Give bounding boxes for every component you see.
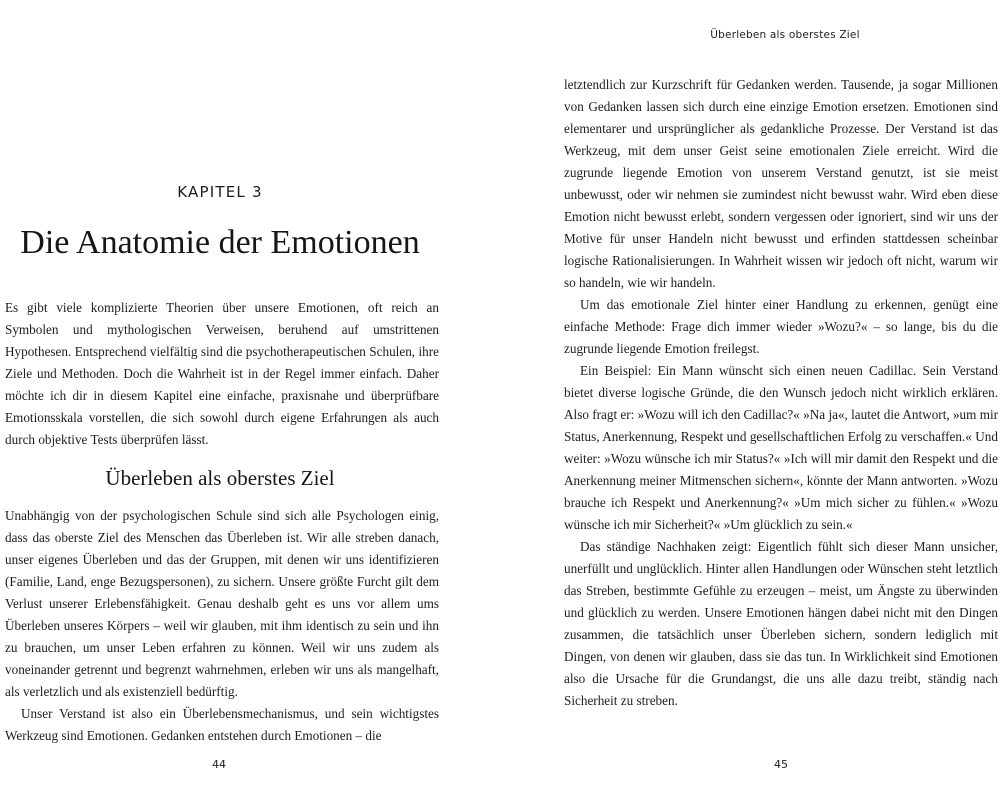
chapter-intro	[5, 297, 439, 451]
intro-paragraph: Es gibt viele komplizierte Theorien über unsere Emotionen, oft reich an Symbolen und mythologischen Verweisen, beruhend auf umstrittenen Hypothesen. Entsprechend vielfältig sind die psychotherapeutischen Schulen, ihre Ziele und Methoden. Doch die Wahrheit ist in der Regel immer einfach. Daher möchte ich dir in diesem Kapitel eine einfache, praxisnahe und überprüfbare Emotionsskala vorstellen, die sich sowohl durch eigene Erfahrungen als auch durch objektive Tests überprüfen lässt.	[5, 300, 439, 447]
right-paragraph-4: Das ständige Nachhaken zeigt: Eigentlich fühlt sich dieser Mann unsicher, unerfüllt und unglücklich. Hinter allen Handlungen oder Wünschen steht letztlich das Streben, bestimmte Gefühle zu erzeugen – meist, um Ängste zu überwinden und glücklich zu werden. Unsere Emotionen hängen dabei nicht mit den Dingen zusammen, die tatsächlich unser Überleben sichern, sondern lediglich mit Dingen, von denen wir glauben, dass sie das tun. In Wirklichkeit sind Emotionen also die Ursache für die Grundangst, die uns alle dazu treibt, ständig nach Sicherheit zu streben.	[564, 539, 998, 708]
page-number-right: 45	[774, 758, 788, 771]
page-number-left: 44	[212, 758, 226, 771]
chapter-label: KAPITEL 3	[177, 183, 263, 201]
right-paragraph-2: Um das emotionale Ziel hinter einer Handlung zu erkennen, genügt eine einfache Methode: Frage dich immer wieder »Wozu?« – so lange, bis du die zugrunde liegende Emotion freilegst.	[564, 297, 998, 356]
chapter-title: Die Anatomie der Emotionen	[20, 224, 420, 261]
section-paragraph-1: Unabhängig von der psychologischen Schule sind sich alle Psychologen einig, dass das oberste Ziel des Menschen das Überleben ist. Wir alle streben danach, unser eigenes Überleben und das der Gruppen, mit denen wir uns identifizieren (Familie, Land, enge Bezugspersonen), zu sichern. Unsere größte Furcht gilt dem Verlust unserer Erlebensfähigkeit. Genau deshalb geht es uns vor allem ums Überleben unseres Körpers – weil wir glauben, mit ihm identisch zu sein und ihn zu brauchen, um unser Leben erfahren zu können. Weil wir uns zudem als voneinander getrennt und begrenzt wahrnehmen, erleben wir uns als mangelhaft, als verletzlich und als existenziell bedürftig.	[5, 508, 439, 699]
section-body	[5, 505, 439, 747]
running-head: Überleben als oberstes Ziel	[710, 29, 860, 41]
right-paragraph-3: Ein Beispiel: Ein Mann wünscht sich einen neuen Cadillac. Sein Verstand bietet diverse logische Gründe, die den Wunsch jedoch nicht wirklich erklären. Also fragt er: »Wozu will ich den Cadillac?« »Na ja«, lautet die Antwort, »um mir Status, Anerkennung, Respekt und gesellschaftlichen Erfolg zu verschaffen.« Und weiter: »Wozu wünsche ich mir Status?« »Ich will mir damit den Respekt und die Anerkennung meiner Mitmenschen sichern«, könnte der Mann antworten. »Wozu brauche ich Respekt und Anerkennung?« »Um mich sicher zu fühlen.« »Wozu wünsche ich mir Sicherheit?« »Um glücklich zu sein.«	[564, 363, 999, 532]
right-paragraph-1: letztendlich zur Kurzschrift für Gedanken werden. Tausende, ja sogar Millionen von Gedanken lassen sich durch eine einzige Emotion ersetzen. Emotionen sind elementarer und ursprünglicher als gedankliche Prozesse. Der Verstand ist das Werkzeug, mit dem unser Geist seine emotionalen Ziele erreicht. Wird die zugrunde liegende Emotion von unserem Verstand genutzt, ist sie meist unbewusst, oder wir nehmen sie zumindest nicht bewusst wahr. Wird eben diese Emotion nicht bewusst erlebt, sondern vergessen oder ignoriert, sind wir uns der Motive für unser Handeln nicht bewusst und erfinden stattdessen scheinbar logische Rationalisierungen. In Wahrheit wissen wir jedoch oft nicht, warum wir so handeln, wie wir handeln.	[564, 77, 998, 290]
section-heading: Überleben als oberstes Ziel	[105, 466, 335, 490]
section-paragraph-2: Unser Verstand ist also ein Überlebensmechanismus, und sein wichtigstes Werkzeug sind Emotionen. Gedanken entstehen durch Emotionen – die	[5, 706, 439, 743]
right-page-body	[564, 74, 998, 712]
